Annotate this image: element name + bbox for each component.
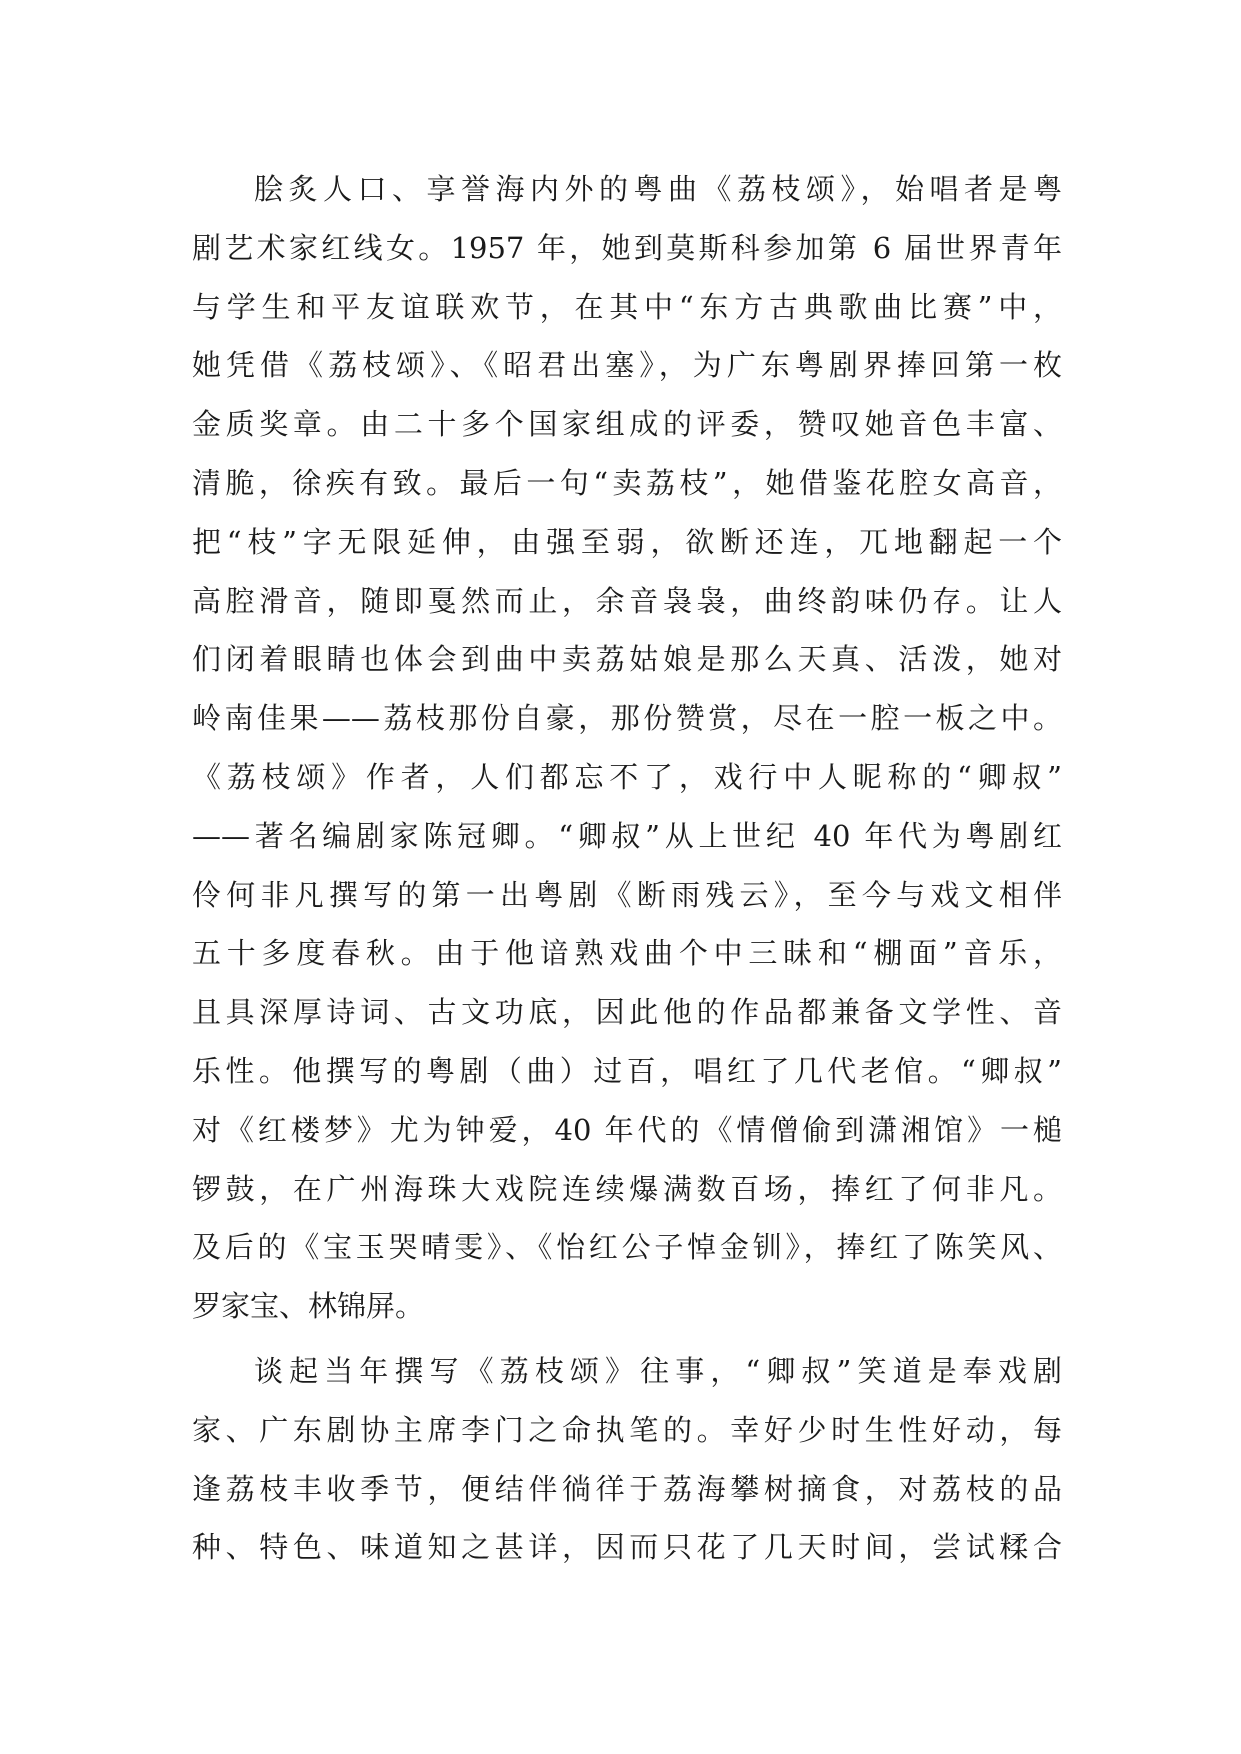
paragraph-2 bbox=[192, 1342, 1062, 1577]
text-line: 谈起当年撰写《荔枝颂》往事，“卿叔”笑道是奉戏剧 bbox=[254, 1353, 1062, 1388]
text-line: 种、特色、味道知之甚详，因而只花了几天时间，尝试糅合 bbox=[192, 1530, 1062, 1565]
text-line: 岭南佳果——荔枝那份自豪，那份赞赏，尽在一腔一板之中。 bbox=[192, 701, 1062, 736]
text-line: 乐性。他撰写的粤剧（曲）过百，唱红了几代老倌。“卿叔” bbox=[192, 1053, 1062, 1088]
text-line: ——著名编剧家陈冠卿。“卿叔”从上世纪 40 年代为粤剧红 bbox=[192, 818, 1062, 853]
text-line: 与学生和平友谊联欢节，在其中“东方古典歌曲比赛”中， bbox=[192, 289, 1062, 324]
paragraph-1 bbox=[192, 160, 1062, 1336]
text-line: 《荔枝颂》作者，人们都忘不了，戏行中人昵称的“卿叔” bbox=[192, 759, 1062, 794]
text-line: 伶何非凡撰写的第一出粤剧《断雨残云》，至今与戏文相伴 bbox=[192, 877, 1062, 912]
text-line: 及后的《宝玉哭晴雯》、《怡红公子悼金钏》，捧红了陈笑风、 bbox=[192, 1230, 1062, 1265]
text-line: 她凭借《荔枝颂》、《昭君出塞》，为广东粤剧界捧回第一枚 bbox=[192, 348, 1062, 383]
text-line: 且具深厚诗词、古文功底，因此他的作品都兼备文学性、音 bbox=[192, 995, 1062, 1030]
text-line: 家、广东剧协主席李门之命执笔的。幸好少时生性好动，每 bbox=[192, 1412, 1062, 1447]
text-line: 逢荔枝丰收季节，便结伴徜徉于荔海攀树摘食，对荔枝的品 bbox=[192, 1471, 1062, 1506]
text-line: 把“枝”字无限延伸，由强至弱，欲断还连，兀地翻起一个 bbox=[192, 524, 1062, 559]
text-line: 罗家宝、林锦屏。 bbox=[192, 1289, 425, 1324]
text-line: 脍炙人口、享誉海内外的粤曲《荔枝颂》，始唱者是粤 bbox=[254, 172, 1062, 206]
text-line: 五十多度春秋。由于他谙熟戏曲个中三昧和“棚面”音乐， bbox=[192, 936, 1062, 971]
text-line: 剧艺术家红线女。1957 年，她到莫斯科参加第 6 届世界青年 bbox=[192, 230, 1062, 265]
body-text bbox=[192, 160, 1062, 1577]
text-line: 清脆，徐疾有致。最后一句“卖荔枝”，她借鉴花腔女高音， bbox=[192, 465, 1062, 500]
text-line: 高腔滑音，随即戛然而止，余音袅袅，曲终韵味仍存。让人 bbox=[192, 583, 1062, 618]
text-line: 们闭着眼睛也体会到曲中卖荔姑娘是那么天真、活泼，她对 bbox=[192, 642, 1062, 677]
text-line: 锣鼓，在广州海珠大戏院连续爆满数百场，捧红了何非凡。 bbox=[192, 1171, 1062, 1206]
text-line: 对《红楼梦》尤为钟爱，40 年代的《情僧偷到潇湘馆》一槌 bbox=[192, 1112, 1062, 1147]
text-line: 金质奖章。由二十多个国家组成的评委，赞叹她音色丰富、 bbox=[192, 407, 1062, 442]
